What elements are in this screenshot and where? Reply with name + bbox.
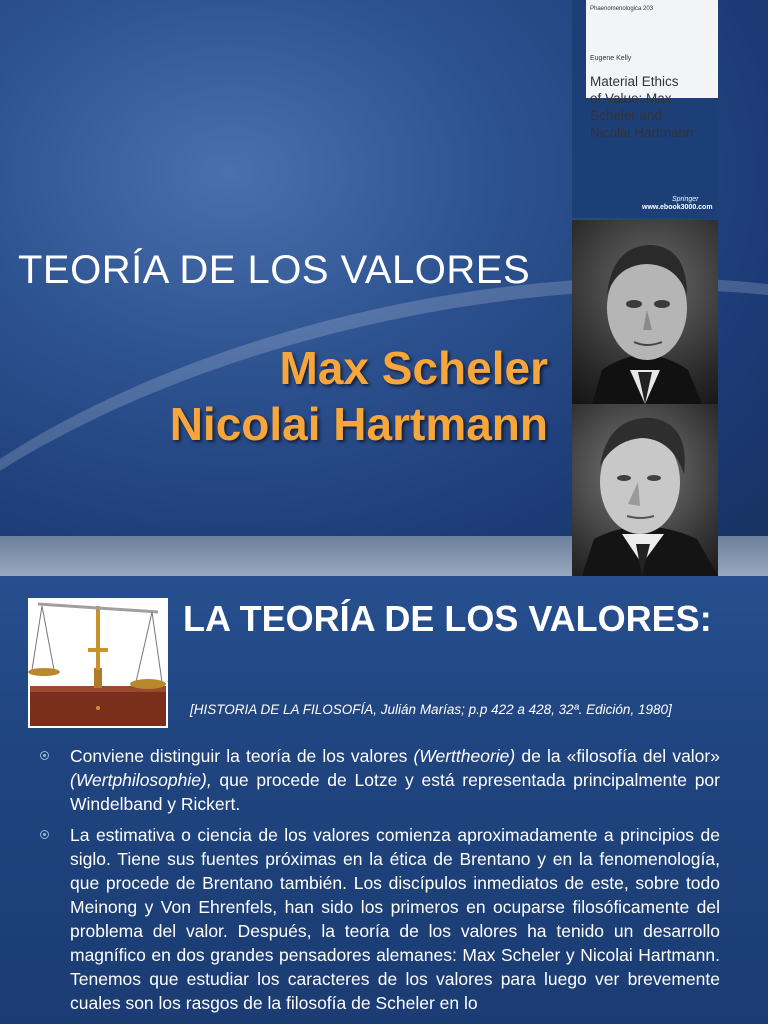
- bullet-text: de la «filosofía del valor»: [515, 746, 720, 766]
- citation: [HISTORIA DE LA FILOSOFÍA, Julián Marías; p.p 422 a 428, 32ª. Edición, 1980]: [190, 702, 672, 717]
- bullet-item-2: [40, 823, 720, 1015]
- book-cover-image: [572, 0, 718, 218]
- bullet-text: La estimativa o ciencia de los valores comienza aproximadamente a principios de siglo. Tiene sus fuentes próximas en la ética de Brentano y en la fenomenología, que procede de Brentano también. Los discípulos inmediatos de este, sobre todo Meinong y Von Ehrenfels, han sido los primeros en ocuparse filosóficamente del problema del valor. Después, la teoría de los valores ha tenido un desarrollo magnífico en dos grandes pensadores alemanes: Max Scheler y Nicolai Hartmann. Tenemos que estudiar los caracteres de los valores para luego ver brevemente cuales son los rasgos de la filosofía de Scheler en lo: [70, 825, 720, 1013]
- author-names: [170, 340, 548, 452]
- content-slide: [0, 576, 768, 1024]
- bullet-icon: [40, 830, 49, 839]
- book-series: Phaenomenologica 203: [590, 6, 654, 12]
- bullet-italic-term: (Wertphilosophie),: [70, 770, 212, 790]
- balance-scale-image: [28, 598, 168, 728]
- book-author: Eugene Kelly: [590, 55, 632, 62]
- section-heading: LA TEORÍA DE LOS VALORES:: [183, 598, 712, 639]
- bullet-text: Conviene distinguir la teoría de los valores: [70, 746, 414, 766]
- bullet-icon: [40, 751, 49, 760]
- name-hartmann: Nicolai Hartmann: [169, 398, 548, 450]
- scheler-portrait: [572, 220, 718, 404]
- bullet-item-1: [40, 744, 720, 816]
- bullet-list: [40, 744, 720, 1022]
- slide-title: TEORÍA DE LOS VALORES: [18, 248, 531, 292]
- book-title: Material Ethics of Value: Max Scheler and Nicolai Hartmann: [590, 74, 694, 140]
- bullet-text: que procede de Lotze y está representada principalmente por Windelband y Rickert.: [70, 770, 720, 814]
- name-scheler: Max Scheler: [279, 342, 548, 394]
- book-publisher: Springer: [672, 196, 699, 203]
- bullet-italic-term: (Werttheorie): [413, 746, 516, 766]
- book-watermark: www.ebook3000.com: [642, 204, 713, 211]
- hartmann-portrait: [572, 404, 718, 576]
